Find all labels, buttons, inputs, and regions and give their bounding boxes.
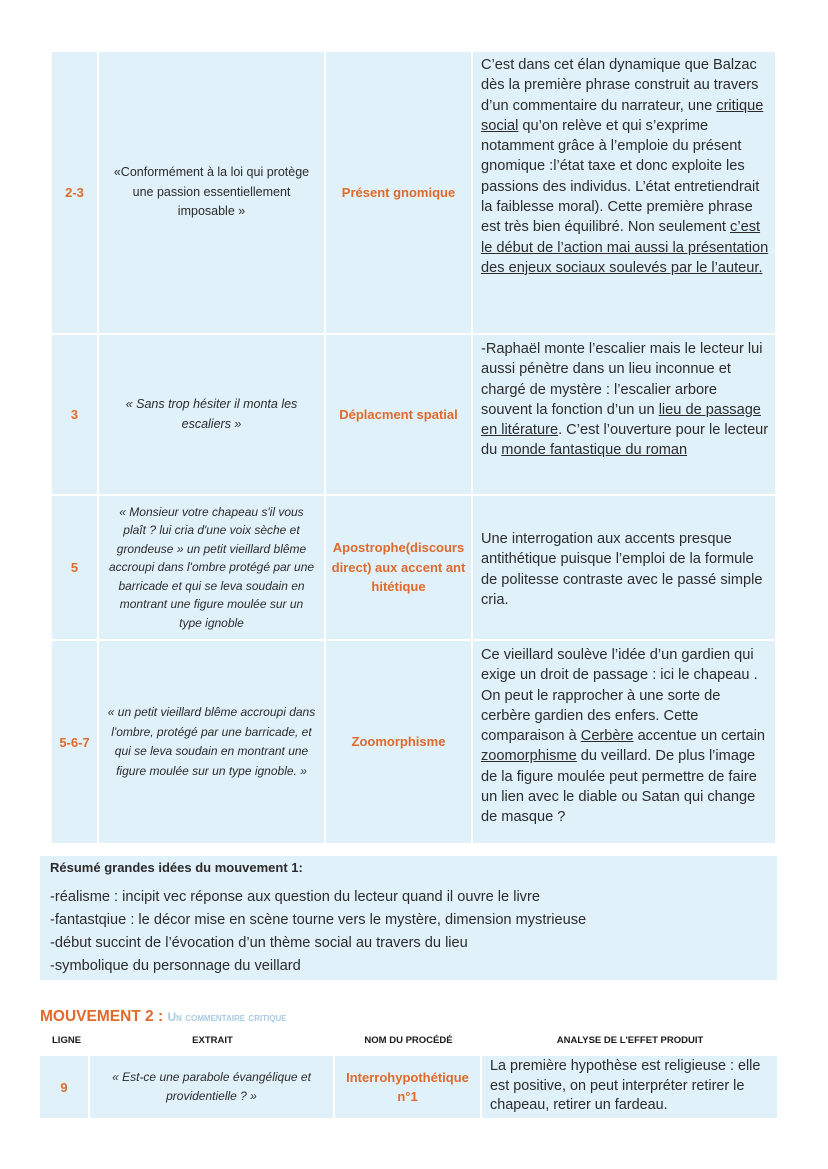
line-number: 5-6-7 [59,734,90,750]
line-number: 9 [60,1079,68,1095]
extract-text: « un petit vieillard blême accroupi dans l'ombre, protégé par une barricade, et qui se leva soudain en montrant une figure moulée sur un type ignoble. » [107,705,316,778]
extract-text: «Conformément à la loi qui protège une passion essentiellement imposable » [113,165,310,219]
line-number-cell [40,1056,88,1118]
analysis-text: -Raphaël monte l’escalier mais le lecteur lui aussi pénètre dans un lieu inconnue et chargé de mystère : l’escalier arbore souvent la fonction d’un un [481,341,763,418]
movement-1-summary [40,856,777,980]
line-number-cell [52,641,97,843]
analysis-underlined: critique social [481,97,764,134]
procede-cell [326,335,471,494]
column-header-extrait: EXTRAIT [192,1035,233,1046]
line-number-cell [52,52,97,333]
summary-line: -réalisme : incipit vec réponse aux question du lecteur quand il ouvre le livre [50,889,540,905]
analysis-underlined: c’est le début de l’action mai aussi la présentation des enjeux sociaux soulevés par le l’auteur. [481,219,769,276]
analysis-cell [482,1056,777,1118]
extract-text: « Sans trop hésiter il monta les escaliers » [125,397,298,431]
line-number: 2-3 [65,185,84,200]
analysis-text: Une interrogation aux accents presque antithétique puisque l’emploi de la formule de politesse contraste avec le passé simple cria. [481,530,763,608]
procede-name: Présent gnomique [341,184,456,200]
procede-cell [326,52,471,333]
analysis-text: . C’est l’ouverture pour le lecteur du [481,422,769,459]
analysis-underlined: monde fantastique du roman [501,442,688,459]
extract-text: « Monsieur votre chapeau s'il vous plaît ? lui cria d'une voix sèche et grondeuse » un petit vieillard blême accroupi dans l'ombre protégé par une barricade et qui se leva soudain en montrant une figure moulée sur un type ignoble [108,504,315,630]
analysis-cell [473,641,775,843]
column-header-ligne: LIGNE [52,1035,82,1046]
analysis-cell [473,335,775,494]
extract-cell [99,335,324,494]
summary-title: Résumé grandes idées du mouvement 1: [50,860,303,875]
analysis-text: Ce vieillard soulève l’idée d’un gardien qui exige un droit de passage : ici le chapeau . On peut le rapprocher à une sorte de cerbère gardien des enfers. Cette comparaison à [481,647,758,745]
line-number-cell [52,335,97,494]
movement-2-title: MOUVEMENT 2 : [40,1008,168,1025]
procede-cell [326,496,471,639]
analysis-text: qu’on relève et qui s’exprime notamment grâce à l’emploie du présent gnomique :l’état taxe et donc exploite les passions des individus. L’état entretiendrait la faiblesse moral). Cette première phrase est très bien équilibré. Non seulement [481,117,760,236]
line-number: 3 [70,407,79,422]
column-header-analyse: ANALYSE DE L'EFFET PRODUIT [556,1035,704,1046]
extract-cell [99,496,324,639]
procede-name: Déplacment spatial [339,406,458,422]
column-header-procede: NOM DU PROCÉDÉ [364,1035,453,1046]
procede-cell [335,1056,480,1118]
extract-cell [99,52,324,333]
analysis-underlined: lieu de passage en litérature [481,401,761,439]
movement-2-heading [40,1008,287,1026]
analysis-text: accentue un certain [633,728,765,745]
summary-line: -fantastqiue : le décor mise en scène tourne vers le mystère, dimension mystrieuse [50,912,587,928]
procede-name: Apostrophe(discours direct) aux accent anthitétique [331,540,466,595]
summary-line: -début succint de l’évocation d’un thème social au travers du lieu [50,935,468,951]
analysis-text: du veillard. De plus l’image de la figure moulée peut permettre de faire un lien avec le diable ou Satan qui change de masque ? [481,748,757,826]
line-number: 5 [70,560,79,575]
extract-cell [90,1056,333,1118]
line-number-cell [52,496,97,639]
analysis-cell [473,52,775,333]
analysis-text: C’est dans cet élan dynamique que Balzac dès la première phrase construit au travers d’un commentaire du narrateur, une [481,57,759,114]
procede-cell [326,641,471,843]
summary-line: -symbolique du personnage du veillard [50,958,301,974]
extract-text: « Est-ce une parabole évangélique et providentielle ? » [112,1069,311,1103]
procede-name: Zoomorphisme [351,734,446,750]
analysis-text: La première hypothèse est religieuse : elle est positive, on peut interpréter retirer le chapeau, retirer un fardeau. [490,1058,761,1113]
movement-2-subtitle: Un commentaire critique [167,1010,287,1024]
analysis-underlined: Cerbère [580,728,634,745]
analysis-cell [473,496,775,639]
procede-name: Interrohypothétique n°1 [346,1069,469,1104]
analysis-underlined: zoomorphisme [481,748,577,765]
extract-cell [99,641,324,843]
